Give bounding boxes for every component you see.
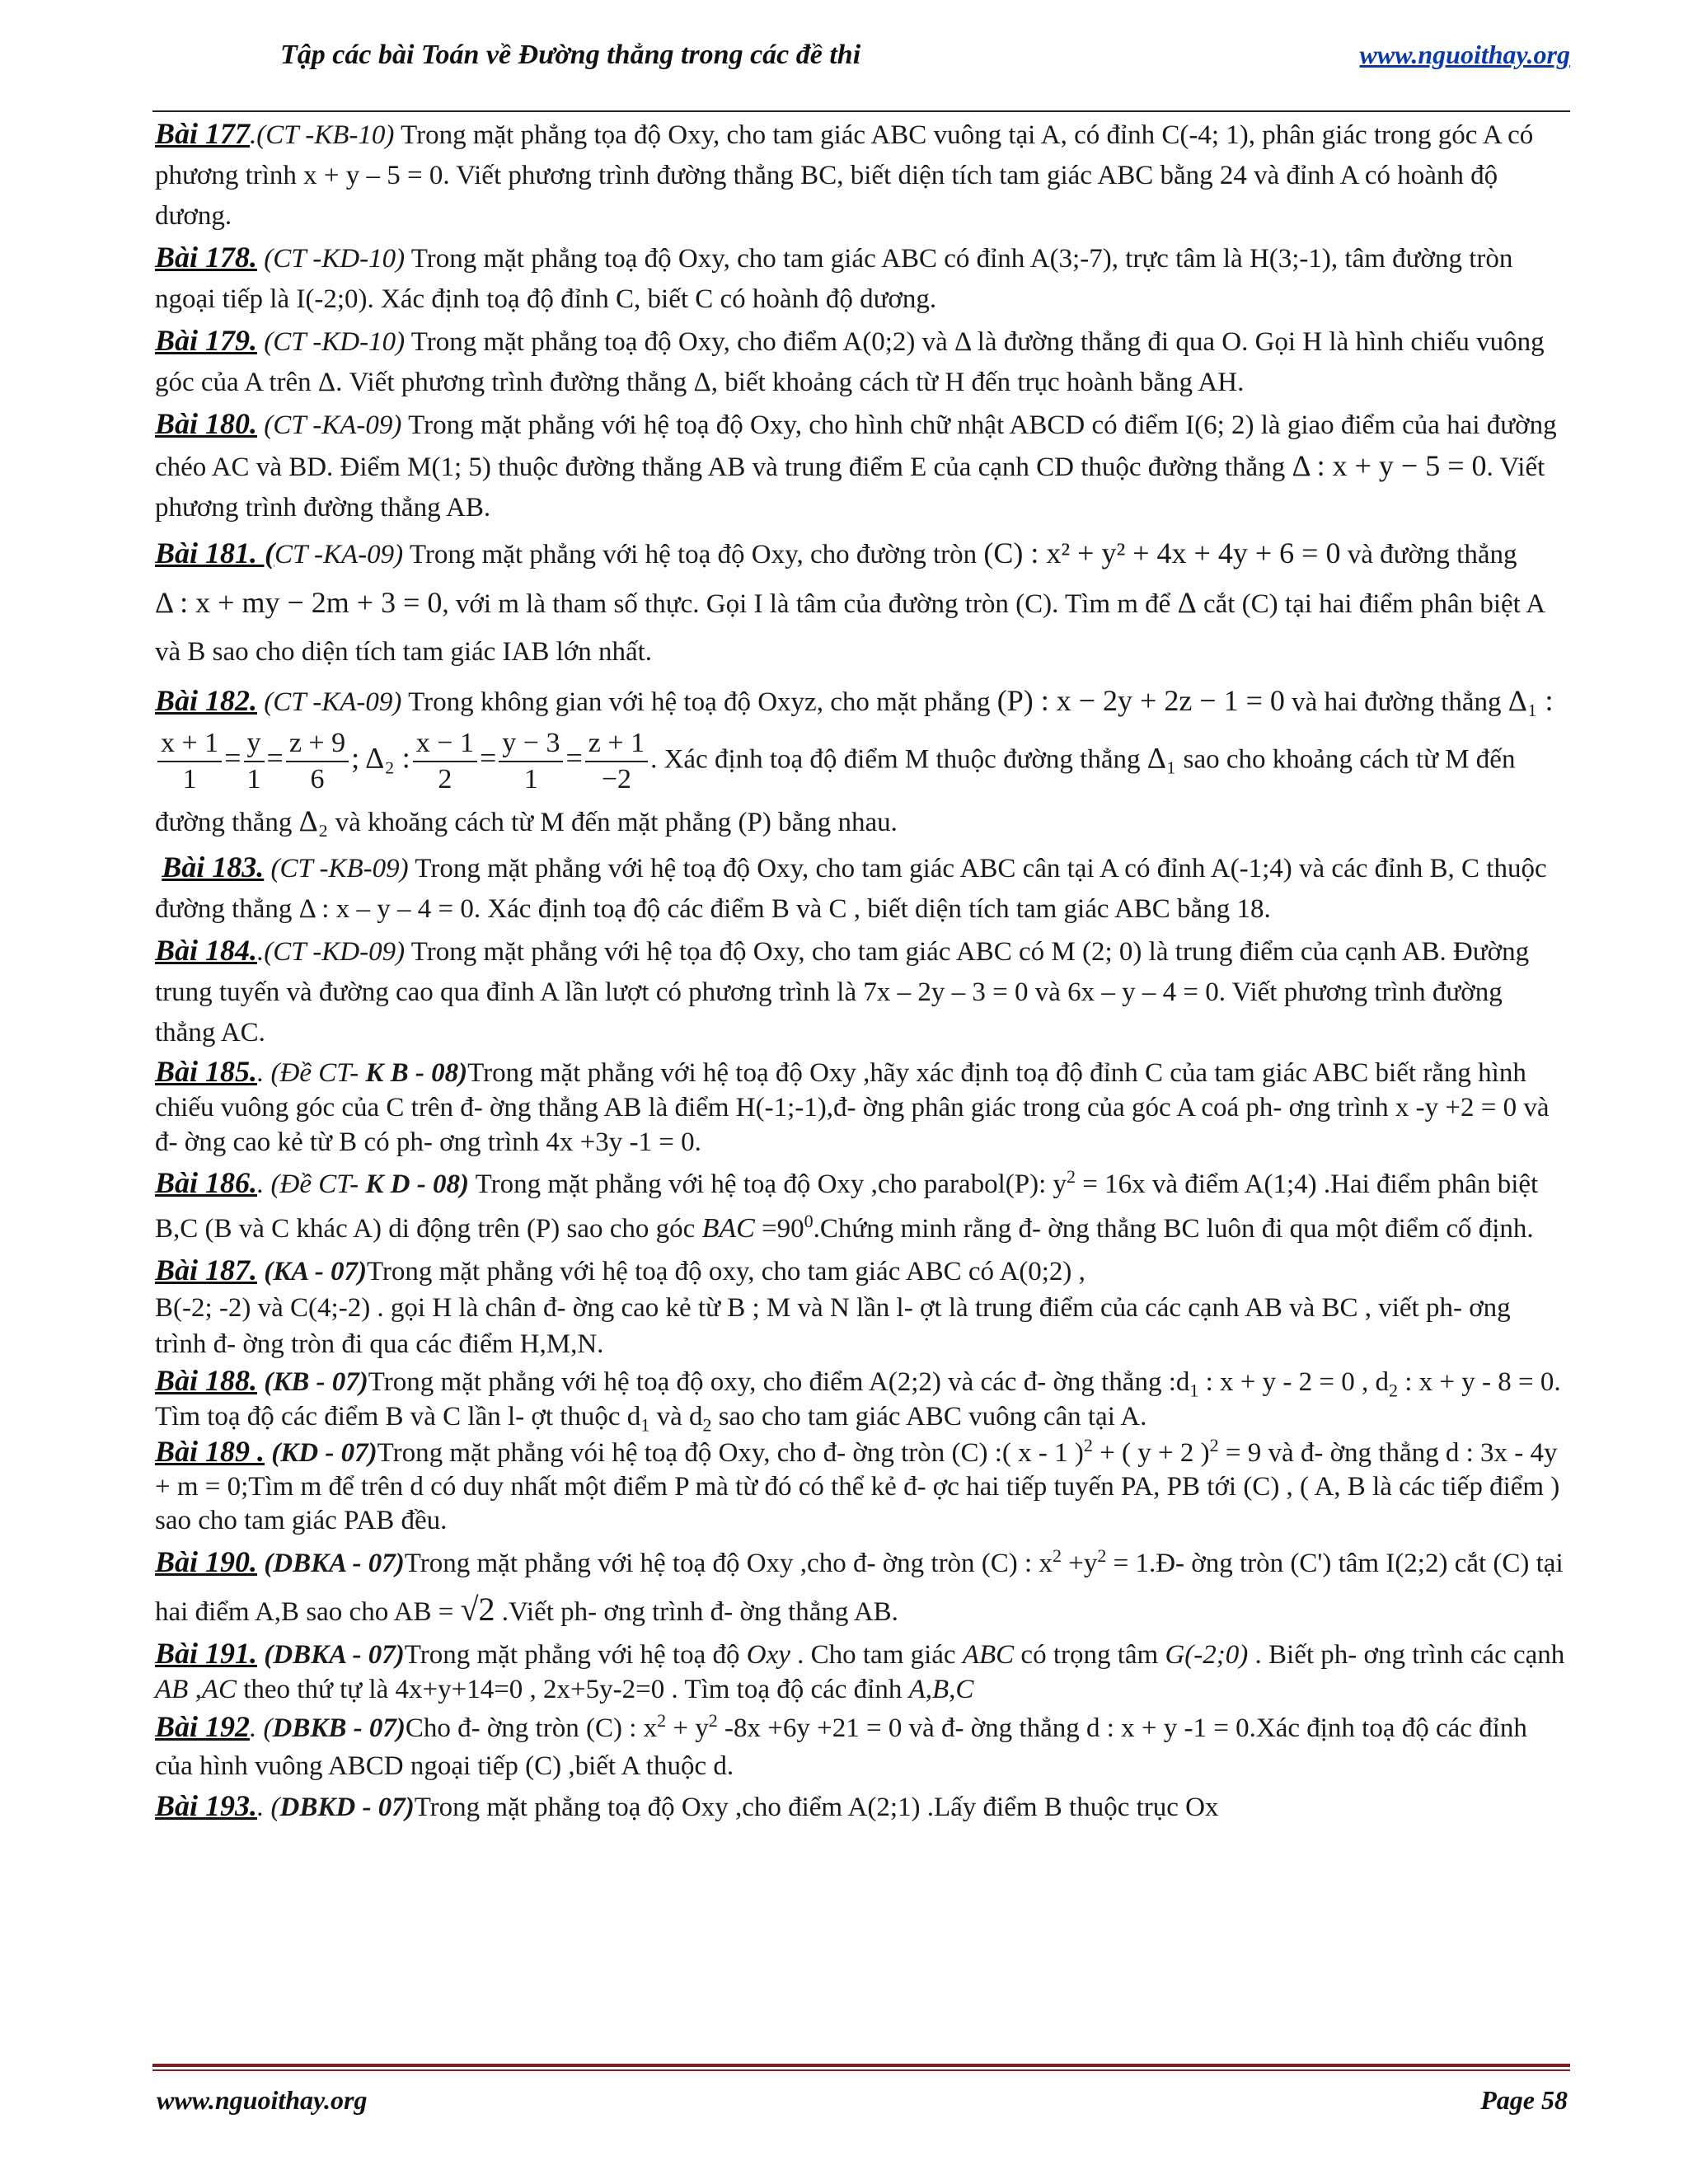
- denominator: 2: [413, 761, 477, 797]
- problem-text: cắt (C) tại hai điểm phân biệt A và B sao cho diện tích tam giác IAB lớn nhất.: [155, 589, 1545, 667]
- problem-text: sao cho tam giác ABC vuông cân tại A.: [711, 1402, 1147, 1432]
- fraction: [157, 726, 222, 797]
- problem-source-bold: (KB - 07): [257, 1367, 368, 1397]
- problem-source-bold: K B - 08): [365, 1058, 468, 1088]
- plane-equation: (P) : x − 2y + 2z − 1 = 0: [996, 684, 1285, 717]
- equals-sign: =: [479, 741, 497, 775]
- superscript: 2: [1209, 1435, 1219, 1455]
- delta-symbol: Δ: [1177, 586, 1197, 619]
- problem-text: Trong mặt phẳng toạ độ Oxy ,cho điểm A(2;1) .Lấy điểm B thuộc trục Ox: [414, 1793, 1219, 1822]
- problem-source-bold: (KD - 07): [265, 1438, 377, 1468]
- footer-divider-thick: [152, 2064, 1570, 2067]
- superscript: 2: [1083, 1435, 1093, 1455]
- problem-number: Bài 185.: [155, 1055, 258, 1088]
- problem-text: Trong mặt phẳng với hệ toạ độ oxy, cho tam giác ABC có A(0;2) ,: [366, 1257, 1085, 1286]
- delta1-label: Δ₁ :: [1507, 684, 1554, 717]
- problem-185: [155, 1054, 1568, 1160]
- problem-text: . Xác định toạ độ điểm M thuộc đường thẳng: [650, 744, 1147, 775]
- problem-text: Trong mặt phẳng với hệ toạ độ: [404, 1640, 747, 1670]
- problem-text: Trong mặt phẳng với hệ toạ độ Oxy ,hãy xác định toạ độ đỉnh C của tam giác ABC biết rằng hình chiếu vuông góc của C trên đ- ờng thẳng AB là điểm H(-1;-1),đ- ờng phân giác trong của góc A coá ph- ơng trình x -y +2 = 0 và đ- ờng cao kẻ từ B có ph- ơng trình 4x +3y -1 = 0.: [155, 1058, 1550, 1157]
- problem-source: . (: [250, 1713, 273, 1743]
- problem-text: + ( y + 2 ): [1092, 1438, 1210, 1468]
- problem-178: [155, 237, 1568, 320]
- problem-source-bold: (KA - 07): [257, 1257, 367, 1286]
- superscript: 2: [1052, 1545, 1062, 1566]
- problem-source-bold: K D - 08): [365, 1169, 469, 1199]
- angle-bac: BAC: [701, 1213, 755, 1244]
- italic-term: Oxy: [746, 1640, 790, 1670]
- problem-source: . (: [257, 1793, 280, 1822]
- header-link[interactable]: www.nguoithay.org: [1359, 40, 1570, 69]
- problem-source: .(CT -KD-09): [257, 937, 406, 967]
- problem-text: Trong mặt phẳng với hệ toạ độ Oxy ,cho đ- ờng tròn (C) : x: [404, 1549, 1053, 1578]
- problem-text: và đường thẳng: [1340, 540, 1517, 569]
- problem-text: Trong mặt phẳng với hệ toạ độ oxy, cho điểm A(2;2) và các đ- ờng thẳng :d: [368, 1367, 1190, 1397]
- problem-number: Bài 189 .: [155, 1435, 265, 1468]
- problem-text: Trong mặt phẳng vói hệ toạ độ Oxy, cho đ- ờng tròn (C) :( x - 1 ): [377, 1438, 1084, 1468]
- problem-text: : x + y - 2 = 0 , d: [1198, 1367, 1390, 1397]
- problem-source: (CT -KD-10): [257, 244, 406, 274]
- page-number: Page 58: [1480, 2085, 1568, 2115]
- problem-text: Cho đ- ờng tròn (C) : x: [405, 1713, 658, 1743]
- superscript: 2: [1097, 1545, 1107, 1566]
- problem-text: Trong mặt phẳng toạ độ Oxy, cho tam giác ABC có đỉnh A(3;-7), trực tâm là H(3;-1), tâm đường tròn ngoại tiếp là I(-2;0). Xác định toạ độ đỉnh C, biết C có hoành độ dương.: [155, 244, 1513, 314]
- equals-sign: =: [224, 741, 241, 775]
- denominator: 1: [499, 761, 563, 797]
- fraction: [585, 726, 648, 797]
- problem-text: và d: [649, 1402, 703, 1432]
- problem-source: . (Đề CT-: [257, 1058, 366, 1088]
- problem-189: [155, 1435, 1568, 1538]
- subscript: 1: [1189, 1380, 1199, 1401]
- problem-186: [155, 1160, 1568, 1251]
- problem-source-bold: DBKD - 07): [279, 1793, 415, 1822]
- problem-number: Bài 193.: [155, 1789, 258, 1822]
- problem-source: (CT -KB-09): [264, 854, 409, 883]
- fraction: [286, 726, 349, 797]
- problem-193: [155, 1786, 1568, 1828]
- subscript: 2: [1389, 1380, 1399, 1401]
- problem-text: Trong mặt phẳng với hệ tọa độ Oxy, cho tam giác ABC có M (2; 0) là trung điểm của cạnh AB. Đường trung tuyến và đường cao qua đỉnh A lần lượt có phương trình là 7x – 2y – 3 = 0 và 6x – y – 4 = 0. Viết phương trình đường thẳng AC.: [155, 937, 1530, 1047]
- problem-text: , với m là tham số thực. Gọi I là tâm của đường tròn (C). Tìm m để: [442, 589, 1178, 619]
- problem-number: Bài 182.: [155, 684, 258, 717]
- italic-term: ABC: [962, 1640, 1015, 1670]
- problem-text: Trong mặt phẳng tọa độ Oxy, cho tam giác ABC vuông tại A, có đỉnh C(-4; 1), phân giác trong góc A có phương trình x + y – 5 = 0. Viết phương trình đường thẳng BC, biết diện tích tam giác ABC bằng 24 và đỉnh A có hoành độ dương.: [155, 120, 1534, 231]
- problem-188: [155, 1363, 1568, 1434]
- problem-source-bold: (DBKA - 07): [257, 1549, 405, 1578]
- fraction: [499, 726, 563, 797]
- problem-text: +y: [1061, 1549, 1098, 1578]
- superscript: 2: [708, 1710, 718, 1731]
- problem-number: Bài 190.: [155, 1545, 258, 1578]
- problem-182: [155, 677, 1568, 846]
- problem-source: (CT -KD-10): [257, 327, 406, 357]
- problem-text: -8x +6y +21 = 0 và đ- ờng thẳng d : x + y -1 = 0.Xác định toạ độ các đỉnh của hình vuông ABCD ngoại tiếp (C) ,biết A thuộc d.: [155, 1713, 1527, 1781]
- problem-number: Bài 192: [155, 1710, 251, 1743]
- subscript: 1: [640, 1414, 650, 1436]
- problem-190: [155, 1539, 1568, 1635]
- header-divider: [152, 110, 1570, 112]
- problem-number: Bài 187.: [155, 1254, 258, 1286]
- problem-text: và khoăng cách từ M đến mặt phẳng (P) bằng nhau.: [328, 808, 898, 837]
- delta1-symbol: Δ₁: [1146, 741, 1177, 775]
- equals-sign: =: [565, 741, 583, 775]
- problem-text: Trong không gian với hệ toạ độ Oxyz, cho mặt phẳng: [401, 687, 997, 717]
- fraction: [413, 726, 477, 797]
- numerator: x − 1: [415, 728, 474, 758]
- italic-term: A,B,C: [908, 1675, 974, 1704]
- equals-sign: =: [266, 741, 284, 775]
- problem-181: [155, 529, 1568, 676]
- problem-number: Bài 186.: [155, 1166, 258, 1199]
- delta2-symbol: Δ₂: [298, 804, 329, 837]
- superscript: 0: [804, 1211, 814, 1231]
- problem-text: = 16x và điểm A(1;4) .Hai điểm phân biệt B,C (B và C khác A) di động trên (P) sao cho góc: [155, 1169, 1539, 1244]
- line-equation: Δ : x + my − 2m + 3 = 0: [155, 586, 443, 619]
- problem-source-bold: DBKB - 07): [272, 1713, 406, 1743]
- circle-equation: (C) : x² + y² + 4x + 4y + 6 = 0: [983, 537, 1341, 569]
- fraction: [244, 726, 265, 797]
- problem-source-bold: (DBKA - 07): [257, 1640, 405, 1670]
- problem-text: . Biết ph- ơng trình các cạnh: [1248, 1640, 1565, 1670]
- problem-text: theo thứ tự là 4x+y+14=0 , 2x+5y-2=0 . Tìm toạ độ các đỉnh: [236, 1675, 909, 1704]
- problem-text: . Viết phương trình đường thẳng AB.: [155, 452, 1545, 523]
- problem-source: CT -KA-09): [274, 540, 404, 569]
- problem-192: [155, 1708, 1568, 1785]
- numerator: x + 1: [161, 728, 219, 758]
- superscript: 2: [1067, 1166, 1076, 1187]
- problem-source: (CT -KA-09): [257, 410, 402, 440]
- problem-number: Bài 178.: [155, 241, 258, 274]
- numerator: z + 9: [288, 728, 346, 758]
- italic-term: AB ,AC: [155, 1675, 237, 1704]
- problem-number: Bài 191.: [155, 1637, 258, 1670]
- problem-191: [155, 1636, 1568, 1707]
- problem-180: [155, 404, 1568, 528]
- denominator: 6: [286, 761, 349, 797]
- problem-text: sao cho khoảng cách từ M đến đường thẳng: [155, 744, 1516, 837]
- problem-text: Trong mặt phẳng với hệ toạ độ Oxy, cho tam giác ABC cân tại A có đỉnh A(-1;4) và các đỉnh B, C thuộc đường thẳng Δ : x – y – 4 = 0. Xác định toạ độ các điểm B và C , biết diện tích tam giác ABC bằng 18.: [155, 854, 1547, 924]
- italic-term: G(-2;0): [1165, 1640, 1249, 1670]
- problem-text: .Viết ph- ơng trình đ- ờng thẳng AB.: [495, 1597, 898, 1627]
- delta2-label: ; Δ₂ :: [351, 741, 410, 775]
- sqrt-two: √2: [460, 1591, 495, 1628]
- problem-183: [155, 847, 1568, 930]
- denominator: −2: [585, 761, 648, 797]
- problem-text: . Cho tam giác: [790, 1640, 963, 1670]
- problem-187: [155, 1252, 1568, 1362]
- problem-list: [155, 114, 1568, 1829]
- footer-divider-thin: [152, 2069, 1570, 2071]
- problem-text: .Chứng minh rằng đ- ờng thẳng BC luôn đi qua một điểm cố định.: [813, 1214, 1534, 1244]
- problem-text: có trọng tâm: [1014, 1640, 1165, 1670]
- problem-text: = 1.Đ- ờng tròn (C') tâm I(2;2) cắt (C) tại hai điểm A,B sao cho AB =: [155, 1549, 1564, 1627]
- superscript: 2: [657, 1710, 667, 1731]
- header-title: Tập các bài Toán về Đường thẳng trong các đề thi: [280, 40, 861, 70]
- numerator: y − 3: [502, 728, 560, 758]
- problem-number: Bài 180.: [155, 407, 258, 440]
- problem-text: Trong mặt phẳng với hệ toạ độ Oxy ,cho parabol(P): y: [468, 1169, 1067, 1199]
- problem-number: Bài 181. (: [155, 537, 275, 569]
- problem-text: =90: [754, 1214, 804, 1244]
- problem-number: Bài 188.: [155, 1364, 258, 1397]
- problem-text: B(-2; -2) và C(4;-2) . gọi H là chân đ- ờng cao kẻ từ B ; M và N lần l- ợt là trung điểm của các cạnh AB và BC , viết ph- ơng trình đ- ờng tròn đi qua các điểm H,M,N.: [155, 1293, 1511, 1359]
- problem-text: : x + y - 8 = 0.: [1398, 1367, 1561, 1397]
- problem-text: Trong mặt phẳng với hệ toạ độ Oxy, cho hình chữ nhật ABCD có điểm I(6; 2) là giao điểm của hai đường chéo AC và BD. Điểm M(1; 5) thuộc đường thẳng AB và trung điểm E của cạnh CD thuộc đường thẳng: [155, 410, 1557, 482]
- problem-179: [155, 321, 1568, 403]
- problem-177: [155, 114, 1568, 237]
- denominator: 1: [157, 761, 222, 797]
- numerator: z + 1: [588, 728, 645, 758]
- problem-184: [155, 930, 1568, 1053]
- numerator: y: [246, 728, 261, 758]
- page-header: [152, 35, 1570, 86]
- line-equation: Δ : x + y − 5 = 0: [1292, 449, 1487, 482]
- denominator: 1: [244, 761, 265, 797]
- problem-source: .(CT -KB-10): [250, 120, 395, 150]
- problem-source: . (Đề CT-: [257, 1169, 366, 1199]
- problem-text: Trong mặt phẳng với hệ toạ độ Oxy, cho đường tròn: [403, 540, 984, 569]
- problem-number: Bài 177: [155, 117, 251, 150]
- problem-number: Bài 183.: [162, 851, 265, 883]
- problem-number: Bài 184.: [155, 934, 258, 967]
- problem-number: Bài 179.: [155, 324, 258, 357]
- problem-text: và hai đường thẳng: [1284, 687, 1508, 717]
- problem-text: = 9 và đ- ờng thẳng d : 3x - 4y + m = 0;Tìm m để trên d có duy nhất một điểm P mà từ đó có thể kẻ đ- ợc hai tiếp tuyến PA, PB tới (C) , ( A, B là các tiếp điểm ) sao cho tam giác PAB đều.: [155, 1438, 1560, 1535]
- footer-website[interactable]: www.nguoithay.org: [157, 2085, 368, 2115]
- subscript: 2: [702, 1414, 712, 1436]
- problem-text: Tìm toạ độ các điểm B và C lần l- ợt thuộc d: [155, 1402, 641, 1432]
- problem-source: (CT -KA-09): [257, 687, 402, 717]
- problem-text: Trong mặt phẳng toạ độ Oxy, cho điểm A(0;2) và Δ là đường thẳng đi qua O. Gọi H là hình chiếu vuông góc của A trên Δ. Viết phương trình đường thẳng Δ, biết khoảng cách từ H đến trục hoành bằng AH.: [155, 327, 1545, 397]
- problem-text: + y: [666, 1713, 709, 1743]
